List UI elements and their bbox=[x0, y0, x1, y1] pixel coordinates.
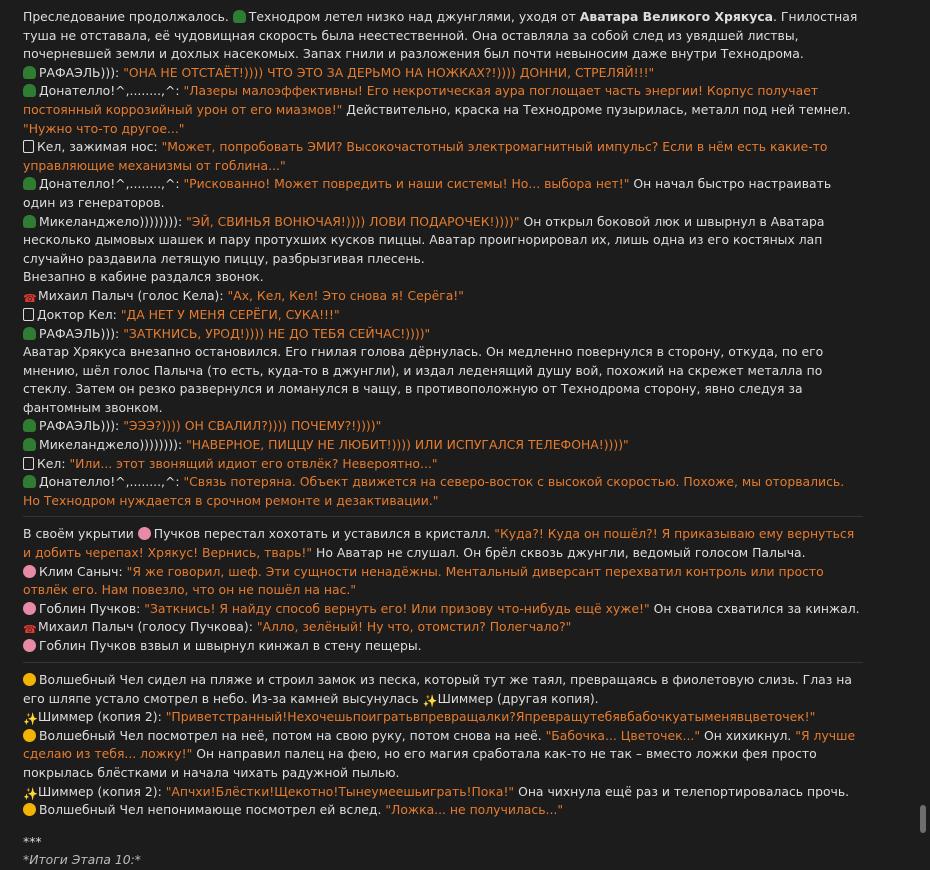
turtle-emoji-icon bbox=[23, 215, 36, 228]
narration-text: Она чихнула ещё раз и телепортировалась прочь. bbox=[514, 783, 850, 799]
smile-emoji-icon bbox=[23, 673, 36, 686]
turtle-emoji-icon bbox=[23, 327, 36, 340]
speaker-name: Гоблин Пучков: bbox=[39, 600, 145, 616]
smile-emoji-icon bbox=[23, 803, 36, 816]
speaker-name: РАФАЭЛЬ))): bbox=[39, 418, 124, 434]
story-line bbox=[23, 417, 863, 436]
dialogue-quote: "Лазеры малоэффективны! Его некротическая аура поглощает часть энергии! Корпус получает постоянный коррозийный урон от его миазмов!" bbox=[23, 83, 819, 117]
turtle-emoji-icon bbox=[23, 66, 36, 79]
dialogue-quote: "Бабочка... Цветочек..." bbox=[545, 727, 701, 743]
story-line bbox=[23, 268, 863, 287]
dialogue-quote: "Я лучше сделаю из тебя... ложку!" bbox=[23, 727, 856, 762]
dialogue-quote: "Куда?! Куда он пошёл?! Я приказываю ему вернуться и добить черепах! Хрякус! Вернись, тварь!" bbox=[23, 526, 855, 561]
spacer bbox=[23, 820, 863, 833]
story-line bbox=[23, 138, 863, 175]
narration-text: Технодром летел низко над джунглями, уходя от bbox=[248, 9, 580, 24]
dialogue-quote: "Связь потеряна. Объект движется на северо-восток с высокой скоростью. Похоже, мы оторвались. Но Технодром нуждается в срочном ремонте и дезактивации." bbox=[23, 474, 845, 508]
dialogue-quote: "ЭЙ, СВИНЬЯ ВОНЮЧАЯ!)))) ЛОВИ ПОДАРОЧЕК!))))" bbox=[186, 213, 520, 229]
phone-emoji-icon: ☎ bbox=[23, 291, 37, 305]
sparkles-emoji-icon: ✨ bbox=[422, 693, 438, 708]
story-line bbox=[23, 851, 863, 870]
dialogue-quote: "Нужно что-то другое..." bbox=[23, 120, 185, 136]
dialogue-quote: "Может, попробовать ЭМИ? Высокочастотный электромагнитный импульс? Если в нём есть какие-то управляющие механизмы от гоблина..." bbox=[23, 139, 828, 173]
narration-text: Он снова схватился за кинжал. bbox=[649, 600, 860, 616]
story-line bbox=[23, 600, 863, 619]
speaker-name: Михаил Палыч (голосу Пучкова): bbox=[38, 619, 257, 635]
story-line bbox=[23, 436, 863, 455]
dialogue-quote: "Ложка... не получилась..." bbox=[385, 802, 564, 818]
speaker-name: Волшебный Чел посмотрел на неё, потом на свою руку, потом снова на неё. bbox=[39, 727, 546, 743]
story-line bbox=[23, 618, 863, 637]
dialogue-quote: "ДА НЕТ У МЕНЯ СЕРЁГИ, СУКА!!!" bbox=[120, 306, 340, 322]
story-line bbox=[23, 455, 863, 474]
dialogue-quote: "Апчхи!Блёстки!Щекотно!Тынеумеешьиграть!Пока!" bbox=[165, 783, 515, 799]
bold-text: Аватара Великого Хрякуса bbox=[579, 9, 774, 24]
story-line bbox=[23, 473, 863, 510]
dialogue-quote: "ЭЭЭ?)))) ОН СВАЛИЛ?)))) ПОЧЕМУ?!))))" bbox=[123, 418, 382, 434]
stage-summary-heading: *Итоги Этапа 10:* bbox=[23, 852, 141, 868]
speaker-name: Кел, зажимая нос: bbox=[37, 139, 162, 155]
narration-text: Пучков перестал хохотать и уставился в кристалл. bbox=[153, 526, 495, 542]
lamp-emoji-icon bbox=[23, 308, 34, 321]
story-line bbox=[23, 287, 863, 306]
dialogue-quote: "Приветстранный!Нехочешьпоигратьвпревращалки?Япревращутебявбабочкуатыменявцветочек!" bbox=[165, 709, 816, 725]
dialogue-quote: "НАВЕРНОЕ, ПИЦЦУ НЕ ЛЮБИТ!)))) ИЛИ ИСПУГАЛСЯ ТЕЛЕФОНА!))))" bbox=[186, 437, 629, 453]
dialogue-quote: "Ах, Кел, Кел! Это снова я! Серёга!" bbox=[227, 287, 464, 303]
phone-emoji-icon: ☎ bbox=[23, 623, 37, 637]
turtle-emoji-icon bbox=[23, 177, 36, 190]
speaker-name: Микеланджело)))))))): bbox=[39, 437, 187, 453]
speaker-name: Кел: bbox=[37, 455, 70, 471]
narration-text: Он начал быстро настраивать один из генераторов. bbox=[23, 176, 832, 210]
narration-text: Волшебный Чел сидел на пляже и строил замок из песка, который тут же таял, превращаясь в фиолетовую слизь. Глаз на его шляпе устало смотрел в небо. Из-за камней высунулась bbox=[23, 672, 852, 706]
pig-emoji-icon bbox=[138, 527, 151, 540]
narration-text: В своём укрытии bbox=[23, 526, 138, 542]
dialogue-quote: "ОНА НЕ ОТСТАЁТ!)))) ЧТО ЭТО ЗА ДЕРЬМО НА НОЖКАХ?!)))) ДОННИ, СТРЕЛЯЙ!!!" bbox=[123, 64, 655, 80]
story-line bbox=[23, 783, 863, 802]
story-line bbox=[23, 727, 863, 783]
story-line bbox=[23, 833, 863, 852]
dialogue-quote: "Алло, зелёный! Ну что, отомстил? Полегчало?" bbox=[256, 619, 572, 635]
story-line bbox=[23, 801, 863, 820]
turtle-emoji-icon bbox=[23, 84, 36, 97]
dialogue-quote: "Рискованно! Может повредить и наши системы! Но... выбора нет!" bbox=[183, 176, 630, 192]
dialogue-quote: "Или... этот звонящий идиот его отвлёк? Невероятно..." bbox=[69, 455, 438, 471]
turtle-emoji-icon bbox=[23, 438, 36, 451]
story-line bbox=[23, 525, 863, 562]
narration-text: . Гнилостная туша не отставала, её чудовищная скорость была неестественной. Она оставляла за собой след из увядшей листвы, почерневшей земли и дохлых насекомых. Запах гнили и разложения был почти невыносим даже внутри Технодрома. bbox=[23, 9, 858, 62]
scrollbar[interactable] bbox=[920, 0, 926, 839]
narration-text: Он хихикнул. bbox=[700, 727, 796, 743]
narration-text: Внезапно в кабине раздался звонок. bbox=[23, 269, 264, 285]
narration-text: Шиммер (другая копия). bbox=[437, 690, 599, 706]
story-line bbox=[23, 343, 863, 417]
narration-text: Действительно, краска на Технодроме пузырилась, металл под ней темнел. bbox=[342, 101, 851, 117]
sparkles-emoji-icon: ✨ bbox=[23, 786, 38, 801]
sparkles-emoji-icon: ✨ bbox=[23, 712, 38, 727]
narration-text: Преследование продолжалось. bbox=[23, 9, 233, 24]
speaker-name: Клим Саныч: bbox=[39, 563, 127, 579]
narration-text: Аватар Хрякуса внезапно остановился. Его гнилая голова дёрнулась. Он медленно повернулся в сторону, откуда, по его мнению, шёл голос Палыча (то есть, куда-то в джунгли), и издал леденящий душу вой, похожий на скрежет металла по стеклу. Затем он резко развернулся и ломанулся в чащу, в противоположную от Технодрома сторону, явно следуя за фантомным звонком. bbox=[23, 344, 824, 415]
dialogue-quote: "ЗАТКНИСЬ, УРОД!)))) НЕ ДО ТЕБЯ СЕЙЧАС!))))" bbox=[123, 325, 431, 341]
speaker-name: Доктор Кел: bbox=[37, 306, 121, 322]
speaker-name: РАФАЭЛЬ))): bbox=[39, 64, 124, 80]
turtle-emoji-icon bbox=[23, 419, 36, 432]
story-line bbox=[23, 64, 863, 83]
story-line bbox=[23, 306, 863, 325]
lamp-emoji-icon bbox=[23, 140, 34, 153]
story-line bbox=[23, 637, 863, 656]
narration-text: Он направил палец на фею, но его магия сработала как-то не так – вместо ложки фея просто покрылась блёстками и начала чихать радужной пылью. bbox=[23, 746, 817, 780]
story-line bbox=[23, 563, 863, 600]
speaker-name: Донателло!^,........,^: bbox=[39, 176, 184, 192]
story-line bbox=[23, 671, 863, 708]
dialogue-quote: "Я же говорил, шеф. Эти сущности ненадёжны. Ментальный диверсант перехватил контроль или просто отвлёк его. Нам повезло, что он не пошёл на нас." bbox=[23, 563, 824, 598]
section-divider bbox=[23, 662, 863, 663]
dialogue-quote: "Заткнись! Я найду способ вернуть его! Или призову что-нибудь ещё хуже!" bbox=[144, 600, 650, 616]
narration-text: Он открыл боковой люк и швырнул в Аватара несколько дымовых шашек и пару протухших кусков пиццы. Аватар проигнорировал их, лишь одна из его костяных лап случайно раздавила летящую пиццу, разбрызгивая плесень. bbox=[23, 213, 825, 266]
smile-emoji-icon bbox=[23, 729, 36, 742]
pig-emoji-icon bbox=[23, 565, 36, 578]
lamp-emoji-icon bbox=[23, 457, 34, 470]
chat-message-body bbox=[23, 8, 863, 870]
story-line bbox=[23, 82, 863, 138]
pig-emoji-icon bbox=[23, 639, 36, 652]
speaker-name: Микеланджело)))))))): bbox=[39, 213, 187, 229]
story-line bbox=[23, 708, 863, 727]
turtle-emoji-icon bbox=[23, 475, 36, 488]
speaker-name: Михаил Палыч (голос Кела): bbox=[38, 287, 228, 303]
story-line bbox=[23, 325, 863, 344]
scrollbar-thumb[interactable] bbox=[920, 805, 926, 833]
pig-emoji-icon bbox=[23, 602, 36, 615]
turtle-emoji-icon bbox=[233, 10, 246, 23]
speaker-name: Гоблин Пучков взвыл и швырнул кинжал в стену пещеры. bbox=[39, 638, 422, 654]
speaker-name: РАФАЭЛЬ))): bbox=[39, 325, 124, 341]
speaker-name: Шиммер (копия 2): bbox=[38, 709, 166, 725]
speaker-name: Донателло!^,........,^: bbox=[39, 474, 184, 490]
narration-text: Но Аватар не слушал. Он брёл сквозь джунгли, ведомый голосом Палыча. bbox=[312, 545, 806, 561]
story-line bbox=[23, 175, 863, 212]
speaker-name: Донателло!^,........,^: bbox=[39, 83, 184, 99]
section-divider bbox=[23, 516, 863, 517]
narration-text: *** bbox=[23, 833, 42, 849]
speaker-name: Волшебный Чел непонимающе посмотрел ей вслед. bbox=[39, 802, 386, 818]
speaker-name: Шиммер (копия 2): bbox=[38, 783, 166, 799]
story-line bbox=[23, 8, 863, 64]
story-line bbox=[23, 213, 863, 269]
